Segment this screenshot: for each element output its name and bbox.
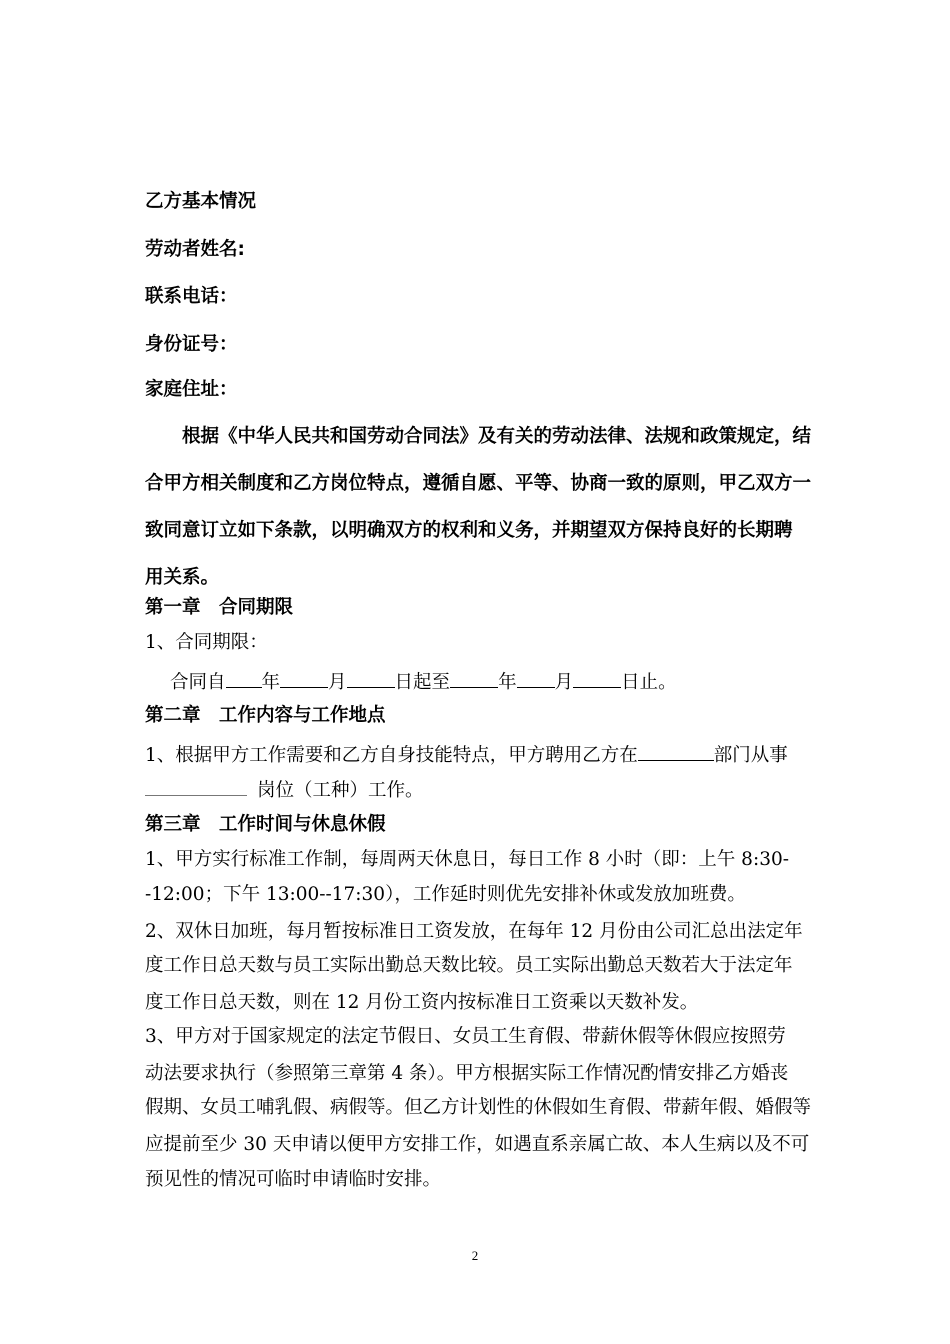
chapter3-line: 动法要求执行（参照第三章第 4 条）。甲方根据实际工作情况酌情安排乙方婚丧 <box>145 1063 789 1084</box>
date-text: 合同自 <box>170 672 226 693</box>
item-text: 1、根据甲方工作需要和乙方自身技能特点，甲方聘用乙方在 <box>145 745 638 766</box>
position-blank[interactable] <box>145 777 247 796</box>
chapter3-line: 应提前至少 30 天申请以便甲方安排工作，如遇直系亲属亡故、本人生病以及不可 <box>145 1134 810 1155</box>
chapter3-line: 假期、女员工哺乳假、病假等。但乙方计划性的休假如生育假、带薪年假、婚假等 <box>145 1097 812 1118</box>
chapter3-line: 度工作日总天数与员工实际出勤总天数比较。员工实际出勤总天数若大于法定年 <box>145 955 793 976</box>
preamble-line: 用关系。 <box>145 567 220 588</box>
date-text: 日止。 <box>621 672 677 693</box>
chapter1-item1: 1、合同期限： <box>145 632 268 653</box>
party-b-heading: 乙方基本情况 <box>145 191 257 212</box>
contract-date-line <box>170 669 677 693</box>
chapter3-line: 2、双休日加班，每月暂按标准日工资发放，在每年 12 月份由公司汇总出法定年 <box>145 921 803 942</box>
preamble-line: 致同意订立如下条款，以明确双方的权利和义务，并期望双方保持良好的长期聘 <box>145 520 793 541</box>
date-text: 年 <box>261 672 281 693</box>
chapter1-title: 第一章 合同期限 <box>145 597 294 618</box>
chapter3-line: 1、甲方实行标准工作制，每周两天休息日，每日工作 8 小时（即：上午 8:30- <box>145 849 789 870</box>
home-address-label: 家庭住址： <box>145 379 238 400</box>
chapter2-item1-line2 <box>145 777 424 801</box>
chapter3-title: 第三章 工作时间与休息休假 <box>145 814 386 835</box>
department-blank[interactable] <box>638 742 714 761</box>
item-text: 岗位（工种）工作。 <box>257 780 424 801</box>
date-text: 月 <box>328 672 347 693</box>
preamble-line: 合甲方相关制度和乙方岗位特点，遵循自愿、平等、协商一致的原则，甲乙双方一 <box>145 473 812 494</box>
date-text: 年 <box>498 672 517 693</box>
chapter3-line: -12:00；下午 13:00--17:30），工作延时则优先安排补休或发放加班费。 <box>145 884 746 905</box>
chapter3-line: 3、甲方对于国家规定的法定节假日、女员工生育假、带薪休假等休假应按照劳 <box>145 1026 786 1047</box>
chapter3-line: 预见性的情况可临时申请临时安排。 <box>145 1169 442 1190</box>
chapter2-item1-line1 <box>145 742 788 766</box>
id-number-label: 身份证号： <box>145 334 238 355</box>
start-day-blank[interactable] <box>347 669 395 688</box>
page-number: 2 <box>471 1248 479 1263</box>
item-text: 部门从事 <box>713 745 788 766</box>
end-day-blank[interactable] <box>573 669 621 688</box>
phone-label: 联系电话： <box>145 286 238 307</box>
end-month-blank[interactable] <box>517 669 555 688</box>
start-month-blank[interactable] <box>280 669 328 688</box>
worker-name-label: 劳动者姓名: <box>145 239 245 260</box>
date-text: 日起至 <box>394 672 451 693</box>
start-year-blank[interactable] <box>226 669 262 688</box>
chapter2-title: 第二章 工作内容与工作地点 <box>145 705 386 726</box>
preamble-line: 根据《中华人民共和国劳动合同法》及有关的劳动法律、法规和政策规定，结 <box>182 426 812 447</box>
chapter3-line: 度工作日总天数，则在 12 月份工资内按标准日工资乘以天数补发。 <box>145 992 699 1013</box>
date-text: 月 <box>554 672 574 693</box>
end-year-blank[interactable] <box>450 669 498 688</box>
